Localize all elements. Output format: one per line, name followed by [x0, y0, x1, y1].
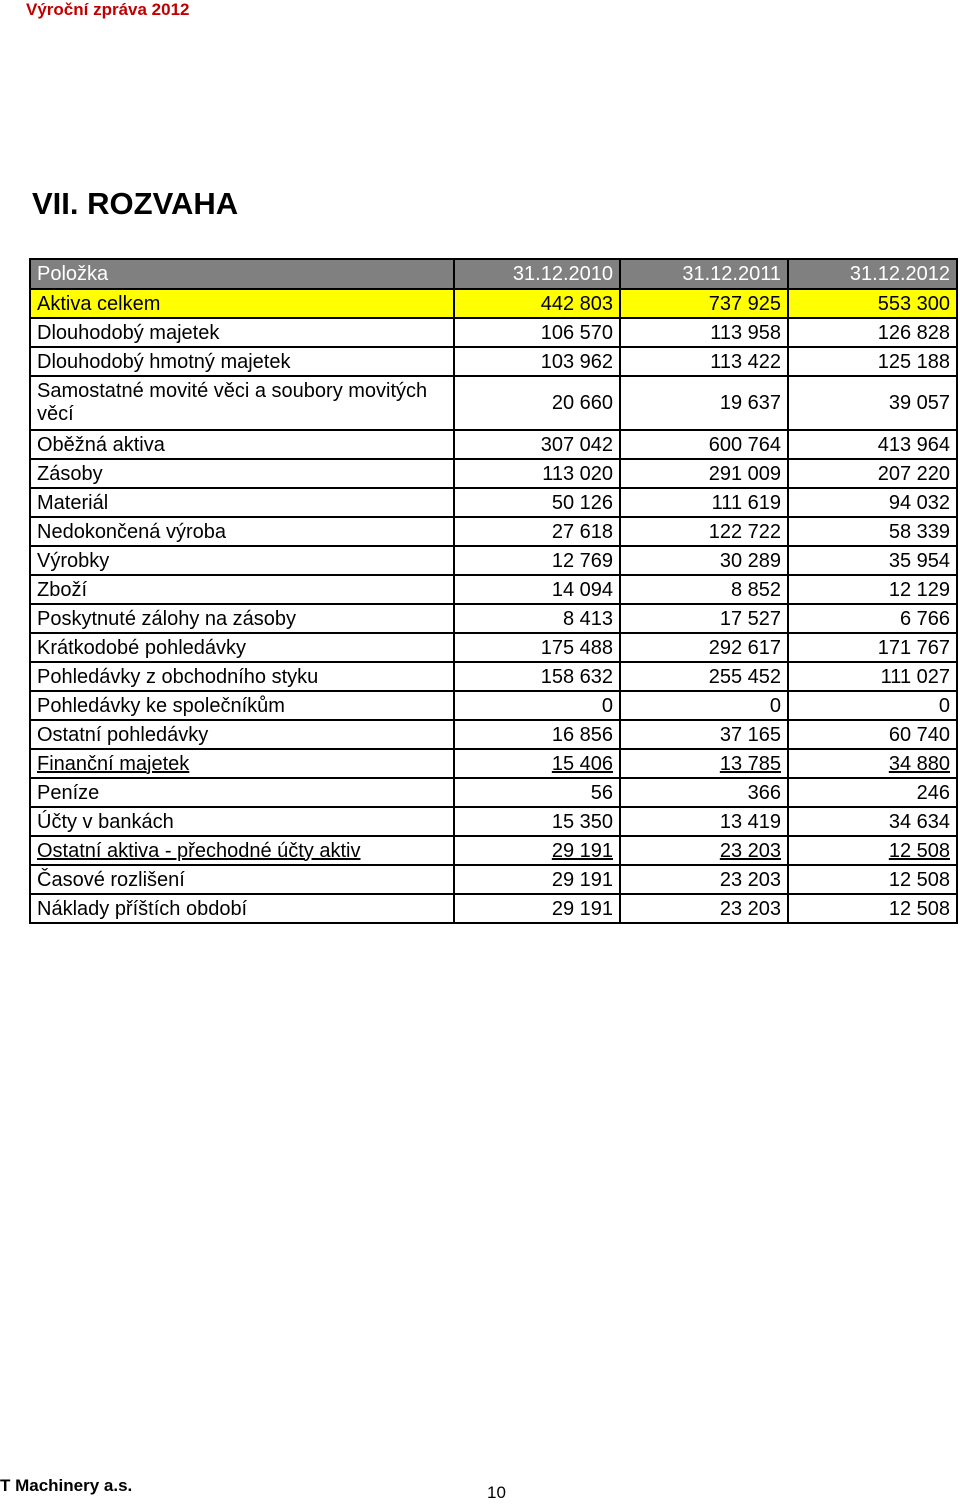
row-label-text: Finanční majetek [37, 752, 190, 775]
table-row [30, 836, 957, 865]
cell-2012: 34 634 [788, 807, 957, 836]
cell-2011: 8 852 [620, 575, 788, 604]
cell-2011: 19 637 [620, 376, 788, 430]
cell-2012: 35 954 [788, 546, 957, 575]
cell-2011: 122 722 [620, 517, 788, 546]
cell-2011: 23 203 [620, 865, 788, 894]
section-title: VII. ROZVAHA [32, 186, 239, 221]
cell-2010: 15 350 [454, 807, 620, 836]
cell-2012: 125 188 [788, 347, 957, 376]
table-row [30, 289, 957, 318]
row-label: Aktiva celkem [30, 289, 454, 318]
cell-2011: 600 764 [620, 430, 788, 459]
column-header-2010: 31.12.2010 [454, 259, 620, 289]
cell-2012: 94 032 [788, 488, 957, 517]
cell-2010: 307 042 [454, 430, 620, 459]
cell-2010: 106 570 [454, 318, 620, 347]
cell-2012: 39 057 [788, 376, 957, 430]
cell-2010: 27 618 [454, 517, 620, 546]
table-row [30, 778, 957, 807]
cell-value: 15 406 [551, 752, 613, 775]
row-label: Samostatné movité věci a soubory movitých věcí [30, 376, 454, 430]
table-row [30, 865, 957, 894]
table-row [30, 430, 957, 459]
cell-value: 34 880 [888, 752, 950, 775]
table-row [30, 546, 957, 575]
row-label: Poskytnuté zálohy na zásoby [30, 604, 454, 633]
row-label: Zboží [30, 575, 454, 604]
cell-2012: 413 964 [788, 430, 957, 459]
cell-2010: 56 [454, 778, 620, 807]
cell-2011: 366 [620, 778, 788, 807]
table-row [30, 662, 957, 691]
row-label: Peníze [30, 778, 454, 807]
footer-company-name: T Machinery a.s. [0, 1476, 133, 1495]
cell-2010: 50 126 [454, 488, 620, 517]
table-row [30, 517, 957, 546]
cell-2010: 14 094 [454, 575, 620, 604]
row-label: Účty v bankách [30, 807, 454, 836]
cell-2012: 553 300 [788, 289, 957, 318]
cell-2011: 113 958 [620, 318, 788, 347]
row-label: Zásoby [30, 459, 454, 488]
column-header-2012: 31.12.2012 [788, 259, 957, 289]
cell-2011: 37 165 [620, 720, 788, 749]
row-label [30, 749, 454, 778]
table-row [30, 604, 957, 633]
cell-value: 23 203 [719, 839, 781, 862]
table-row [30, 347, 957, 376]
cell-2010: 29 191 [454, 894, 620, 923]
table-row [30, 376, 957, 430]
cell-2010: 442 803 [454, 289, 620, 318]
row-label: Výrobky [30, 546, 454, 575]
cell-2012: 246 [788, 778, 957, 807]
row-label: Dlouhodobý majetek [30, 318, 454, 347]
table-row [30, 575, 957, 604]
cell-2012: 171 767 [788, 633, 957, 662]
cell-2011: 255 452 [620, 662, 788, 691]
table-row [30, 894, 957, 923]
cell-2010: 12 769 [454, 546, 620, 575]
cell-2011: 291 009 [620, 459, 788, 488]
row-label: Pohledávky ke společníkům [30, 691, 454, 720]
cell-2012: 58 339 [788, 517, 957, 546]
cell-2010: 16 856 [454, 720, 620, 749]
cell-2010 [454, 749, 620, 778]
row-label: Oběžná aktiva [30, 430, 454, 459]
row-label: Časové rozlišení [30, 865, 454, 894]
cell-2010: 20 660 [454, 376, 620, 430]
cell-2012: 207 220 [788, 459, 957, 488]
row-label: Náklady příštích období [30, 894, 454, 923]
cell-value: 29 191 [551, 839, 613, 862]
cell-2010: 175 488 [454, 633, 620, 662]
cell-2011: 0 [620, 691, 788, 720]
cell-2011: 111 619 [620, 488, 788, 517]
cell-2010: 0 [454, 691, 620, 720]
row-label: Dlouhodobý hmotný majetek [30, 347, 454, 376]
cell-2011: 737 925 [620, 289, 788, 318]
cell-2012 [788, 836, 957, 865]
cell-2012: 111 027 [788, 662, 957, 691]
cell-2011: 13 419 [620, 807, 788, 836]
cell-2010: 158 632 [454, 662, 620, 691]
cell-2010 [454, 836, 620, 865]
cell-2012: 6 766 [788, 604, 957, 633]
row-label: Pohledávky z obchodního styku [30, 662, 454, 691]
cell-2012: 0 [788, 691, 957, 720]
cell-2012: 126 828 [788, 318, 957, 347]
cell-2012: 12 508 [788, 865, 957, 894]
cell-2011: 23 203 [620, 894, 788, 923]
cell-2011 [620, 749, 788, 778]
table-row [30, 720, 957, 749]
cell-2012: 12 129 [788, 575, 957, 604]
cell-2012: 12 508 [788, 894, 957, 923]
cell-2010: 103 962 [454, 347, 620, 376]
cell-2012: 60 740 [788, 720, 957, 749]
cell-value: 13 785 [719, 752, 781, 775]
row-label: Nedokončená výroba [30, 517, 454, 546]
cell-2011: 292 617 [620, 633, 788, 662]
column-header-item: Položka [30, 259, 454, 289]
table-row [30, 691, 957, 720]
table-header-row [30, 259, 957, 289]
balance-sheet-table [29, 258, 958, 924]
table-row [30, 633, 957, 662]
cell-2011: 30 289 [620, 546, 788, 575]
cell-2011: 17 527 [620, 604, 788, 633]
cell-2011: 113 422 [620, 347, 788, 376]
page-number: 10 [487, 1483, 506, 1502]
cell-2010: 29 191 [454, 865, 620, 894]
column-header-2011: 31.12.2011 [620, 259, 788, 289]
cell-2011 [620, 836, 788, 865]
table-row [30, 459, 957, 488]
table-row [30, 318, 957, 347]
table-row [30, 749, 957, 778]
report-header-title: Výroční zpráva 2012 [26, 0, 190, 19]
row-label [30, 836, 454, 865]
cell-2012 [788, 749, 957, 778]
row-label: Ostatní pohledávky [30, 720, 454, 749]
row-label: Materiál [30, 488, 454, 517]
cell-2010: 113 020 [454, 459, 620, 488]
table-row [30, 488, 957, 517]
cell-2010: 8 413 [454, 604, 620, 633]
table-row [30, 807, 957, 836]
row-label: Krátkodobé pohledávky [30, 633, 454, 662]
row-label-text: Ostatní aktiva - přechodné účty aktiv [37, 839, 361, 862]
cell-value: 12 508 [888, 839, 950, 862]
